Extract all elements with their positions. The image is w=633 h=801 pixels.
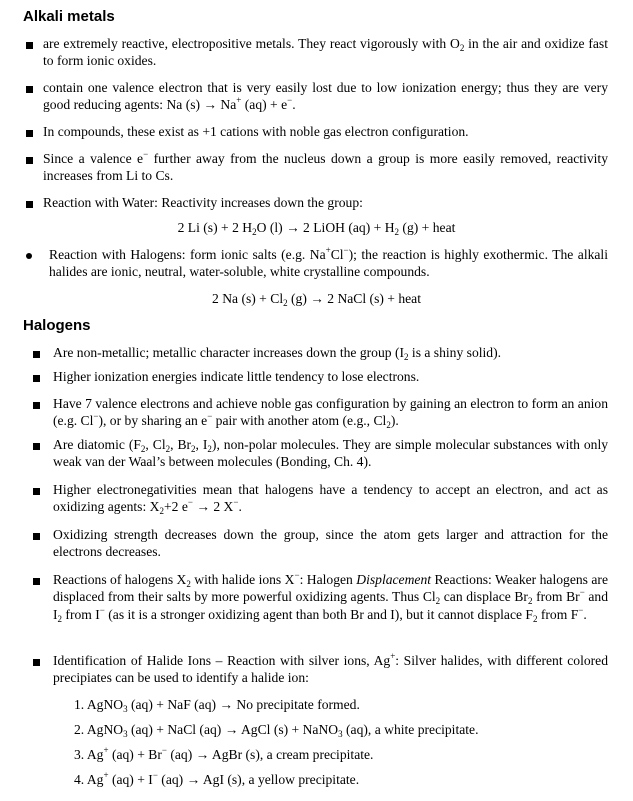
bullet-icon <box>33 402 40 409</box>
bullet-icon <box>33 351 40 358</box>
list-item: 3. Ag+ (aq) + Br− (aq) → AgBr (s), a cream precipitate. <box>74 745 374 762</box>
arrow-icon: → <box>286 220 300 235</box>
bullet-icon <box>33 375 40 382</box>
bullet-icon <box>26 157 33 164</box>
halogen-point-valence: Have 7 valence electrons and achieve noble gas configuration by gaining an electron to form an anion (e.g. Cl−), or by sharing an e− pair with another atom (e.g., $Cl_2$). <box>53 396 608 431</box>
halogen-point-displacement: Reactions of halogens $X_2$ with halide ions X−: Halogen Displacement Reactions: Weaker halogens are displaced from their salts by more powerful oxidizing agents. Thus $Cl_2$ can displace $Br_2$ from Br− and $I_2$ from I− (as it is a stronger oxidizing agent than both Br and I), but it cannot displace $F_2$ from F−. <box>53 570 608 624</box>
bullet-icon <box>26 42 33 49</box>
bullet-icon <box>33 443 40 450</box>
section-heading-halogens: Halogens <box>23 317 91 334</box>
bullet-icon <box>26 130 33 137</box>
list-item: 4. Ag+ (aq) + I− (aq) → AgI (s), a yellow precipitate. <box>74 770 360 787</box>
list-item: 2. AgNO$_3$ (aq) + NaCl (aq) → AgCl (s) + NaNO$_3$ (aq), a white precipitate. <box>74 722 479 739</box>
bullet-icon <box>33 533 40 540</box>
alkali-point-reactivity: are extremely reactive, electropositive metals. They react vigorously with $O_2$ in the air and oxidize fast to form ionic oxides. <box>43 36 608 69</box>
arrow-icon: → <box>192 499 214 515</box>
section-heading-alkali-metals: Alkali metals <box>23 8 115 25</box>
halogen-point-ionization: Higher ionization energies indicate little tendency to lose electrons. <box>53 369 420 384</box>
alkali-point-halogen-reaction: Reaction with Halogens: form ionic salts (e.g. Na+Cl−); the reaction is highly exothermic. The alkali halides are ionic, neutral, water-soluble, white crystalline compounds. <box>49 245 608 280</box>
halogen-point-non-metallic: Are non-metallic; metallic character increases down the group ($I_2$ is a shiny solid). <box>53 345 502 362</box>
halogen-point-oxidizing-strength: Oxidizing strength decreases down the group, since the atom gets larger and attraction for the electrons decreases. <box>53 527 608 560</box>
halogen-point-halide-identification: Identification of Halide Ions – Reaction with silver ions, Ag+: Silver halides, with different colored precipiates can be used to identify a halide ion: <box>53 651 608 686</box>
list-item: 1. AgNO$_3$ (aq) + NaF (aq) → No precipitate formed. <box>74 697 360 714</box>
bullet-icon <box>26 201 33 208</box>
alkali-point-water-reaction: Reaction with Water: Reactivity increases down the group: <box>43 195 363 210</box>
alkali-point-reactivity-trend: Since a valence e− further away from the nucleus down a group is more easily removed, reactivity increases from Li to Cs. <box>43 149 609 184</box>
halogen-point-diatomic: Are diatomic ($F_2$, $Cl_2$, $Br_2$, $I_2$), non-polar molecules. They are simple molecular substances with only weak van der Waal’s between molecules (Bonding, Ch. 4). <box>53 437 609 470</box>
alkali-point-valence-electron: contain one valence electron that is very easily lost due to low ionization energy; thus they are very good reducing agents: Na (s) → Na+ (aq) + e−. <box>43 80 608 113</box>
bullet-icon <box>26 253 32 259</box>
equation-sodium-chlorine: 2 Na $(s) + Cl_2$ (g) → 2 NaCl (s) + heat <box>212 291 421 308</box>
bullet-icon <box>33 578 40 585</box>
bullet-icon <box>26 86 33 93</box>
bullet-icon <box>33 659 40 666</box>
equation-lithium-water: 2 Li (s) + 2 $H_2O$ (l) → 2 LiOH $(aq) + H_2$ (g) + heat <box>177 220 456 237</box>
arrow-icon: → <box>310 291 324 306</box>
alkali-point-cations: In compounds, these exist as +1 cations with noble gas electron configuration. <box>43 124 469 139</box>
bullet-icon <box>33 488 40 495</box>
halogen-point-electronegativity: Higher electronegativities mean that halogens have a tendency to accept an electron, and act as oxidizing agents: $X_2+2$ e− → 2 X−. <box>53 482 608 517</box>
